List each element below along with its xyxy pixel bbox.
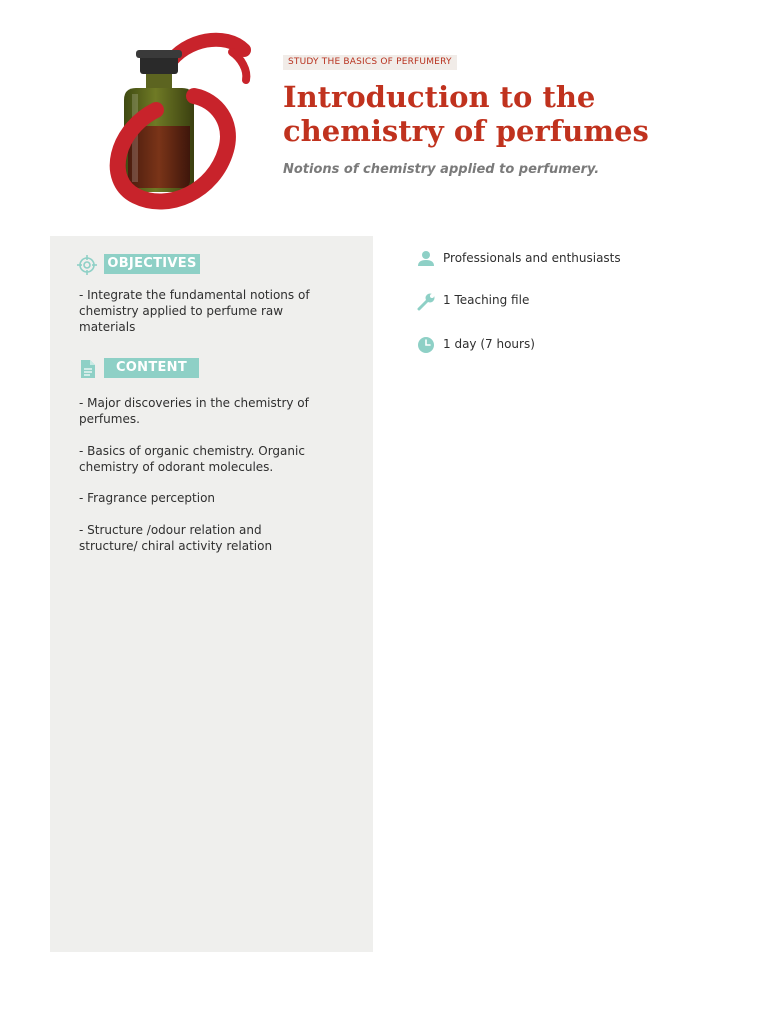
content-item: - Major discoveries in the chemistry of perfumes. xyxy=(79,396,309,426)
title-line-2: chemistry of perfumes xyxy=(283,114,649,148)
materials-text: 1 Teaching file xyxy=(443,293,530,307)
title-line-1: Introduction to the xyxy=(283,80,596,114)
audience-text: Professionals and enthusiasts xyxy=(443,251,621,265)
content-item: - Fragrance perception xyxy=(79,491,216,505)
person-icon xyxy=(416,249,436,269)
duration-text: 1 day (7 hours) xyxy=(443,337,535,351)
course-kicker-tag: STUDY THE BASICS OF PERFUMERY xyxy=(283,55,457,70)
content-heading: CONTENT xyxy=(104,358,199,378)
wrench-icon xyxy=(416,291,436,311)
course-details-panel xyxy=(50,236,373,952)
page-subtitle: Notions of chemistry applied to perfumery. xyxy=(283,162,600,177)
objective-item: - Integrate the fundamental notions of chemistry applied to perfume raw materials xyxy=(79,288,310,334)
clock-icon xyxy=(416,335,436,355)
content-item: - Basics of organic chemistry. Organic chemistry of odorant molecules. xyxy=(79,444,305,474)
target-icon xyxy=(77,255,97,275)
document-icon xyxy=(79,359,99,379)
page-title xyxy=(283,80,723,148)
objectives-heading: OBJECTIVES xyxy=(104,254,200,274)
perfume-bottle-image xyxy=(76,30,260,212)
content-item: - Structure /odour relation and structure/ chiral activity relation xyxy=(79,523,273,553)
